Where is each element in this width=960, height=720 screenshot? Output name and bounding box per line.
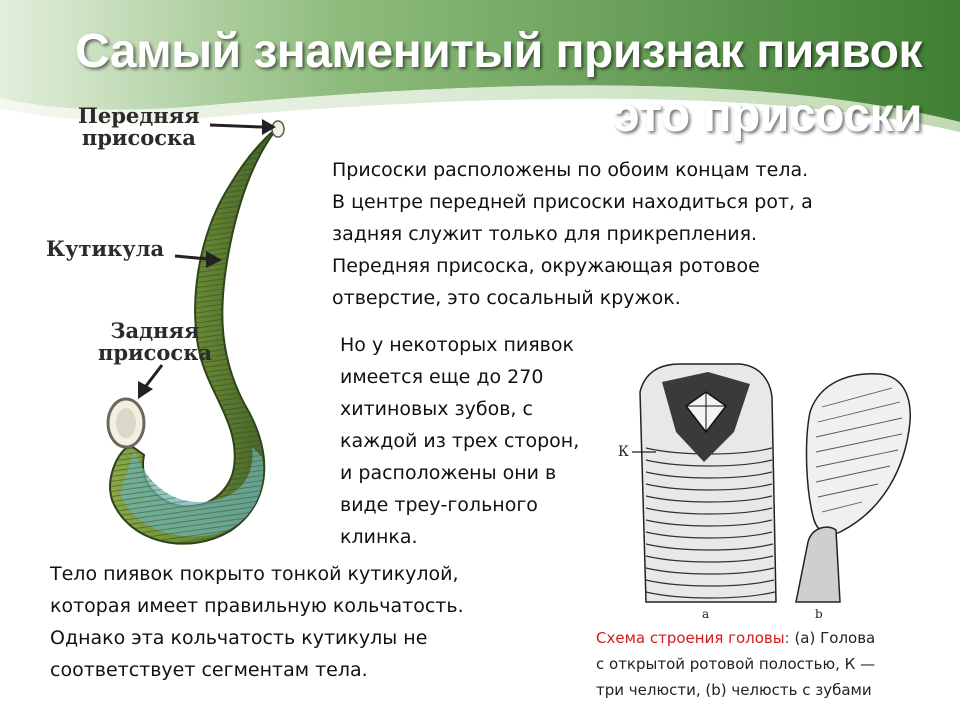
paragraph-suckers-line-2: В центре передней присоски находиться рот, а	[332, 191, 813, 213]
paragraph-teeth	[340, 329, 620, 553]
paragraph-cuticle	[50, 558, 570, 686]
paragraph-teeth-line-5: и расположены они в	[340, 462, 557, 484]
caption-line-1-rest: (a) Голова	[789, 629, 876, 647]
paragraph-suckers-line-3: задняя служит только для прикрепления.	[332, 223, 758, 245]
label-front-sucker-line-1: Передняя	[78, 103, 200, 128]
head-figure-b	[796, 374, 910, 602]
paragraph-teeth-line-4: каждой из трех сторон,	[340, 430, 580, 452]
head-structure-illustration	[600, 352, 940, 622]
head-figure-a	[640, 364, 776, 602]
head-label-a: a	[702, 607, 710, 621]
paragraph-suckers-line-5: отверстие, это сосальный кружок.	[332, 287, 681, 309]
caption-red-part: Схема строения головы:	[596, 629, 790, 647]
paragraph-suckers	[332, 154, 942, 314]
paragraph-suckers-line-1: Присоски расположены по обоим концам тела.	[332, 159, 809, 181]
figure-caption	[596, 625, 946, 703]
label-rear-sucker-line-2: присоска	[98, 340, 212, 365]
paragraph-teeth-line-7: клинка.	[340, 526, 418, 548]
label-front-sucker-line-2: присоска	[81, 125, 196, 150]
caption-line-3: три челюсти, (b) челюсть с зубами	[596, 681, 872, 699]
head-letter-k: К	[618, 444, 629, 460]
paragraph-cuticle-line-2: которая имеет правильную кольчатость.	[50, 595, 464, 617]
caption-line-2: с открытой ротовой полостью, К —	[596, 655, 876, 673]
paragraph-suckers-line-4: Передняя присоска, окружающая ротовое	[332, 255, 760, 277]
paragraph-cuticle-line-3: Однако эта кольчатость кутикулы не	[50, 627, 428, 649]
label-rear-sucker-line-1: Задняя	[110, 318, 200, 343]
paragraph-teeth-line-2: имеется еще до 270	[340, 366, 544, 388]
title-line-2: это присоски	[613, 89, 922, 142]
paragraph-teeth-line-6: виде треу-гольного	[340, 494, 538, 516]
paragraph-teeth-line-1: Но у некоторых пиявок	[340, 334, 574, 356]
label-cuticle: Кутикула	[46, 236, 165, 261]
caption-line-1	[596, 625, 946, 651]
head-label-b: b	[815, 607, 823, 621]
paragraph-teeth-line-3: хитиновых зубов, с	[340, 398, 533, 420]
title-line-1: Самый знаменитый признак пиявок	[75, 25, 922, 78]
paragraph-cuticle-line-4: соответствует сегментам тела.	[50, 659, 368, 681]
label-front-sucker	[78, 105, 200, 149]
label-rear-sucker	[98, 320, 212, 364]
paragraph-cuticle-line-1: Тело пиявок покрыто тонкой кутикулой,	[50, 563, 459, 585]
